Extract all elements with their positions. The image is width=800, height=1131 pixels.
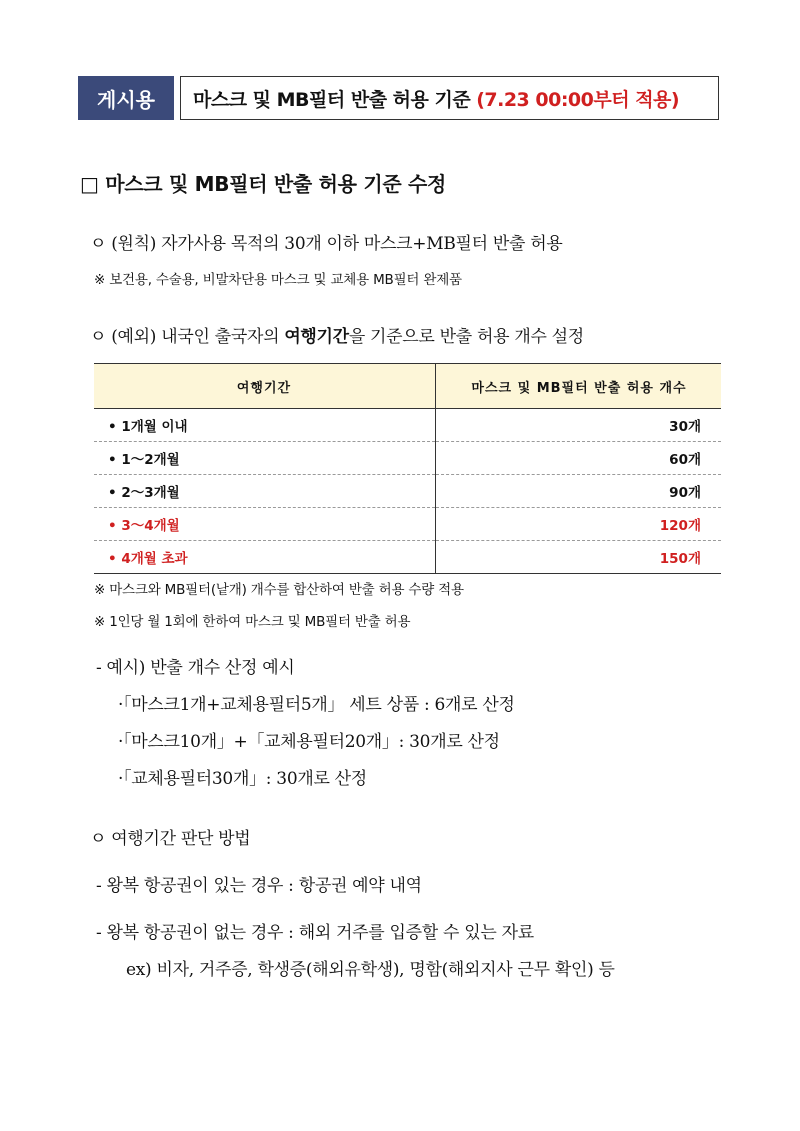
travel-method-ex: ex) 비자, 거주증, 학생증(해외유학생), 명함(해외지사 근무 확인) 등 [126, 960, 615, 980]
travel-method-item: - 왕복 항공권이 있는 경우 : 항공권 예약 내역 [96, 876, 422, 896]
header-allowed-count: 마스크 및 MB필터 반출 허용 개수 [436, 364, 722, 409]
example-item: ·「마스크10개」+「교체용필터20개」: 30개로 산정 [118, 732, 500, 752]
period-cell: • 1개월 이내 [94, 409, 436, 442]
count-cell: 60개 [436, 442, 722, 475]
period-cell: • 1～2개월 [94, 442, 436, 475]
exception-bold-term: 여행기간 [284, 327, 349, 347]
header-travel-period: 여행기간 [94, 364, 436, 409]
exception-prefix: ㅇ (예외) 내국인 출국자의 [90, 327, 285, 347]
travel-method-item: - 왕복 항공권이 없는 경우 : 해외 거주를 입증할 수 있는 자료 [96, 923, 534, 943]
examples-heading: - 예시) 반출 개수 산정 예시 [96, 658, 295, 678]
period-cell: • 2～3개월 [94, 475, 436, 508]
exception-suffix: 을 기준으로 반출 허용 개수 설정 [348, 327, 584, 347]
period-cell: • 4개월 초과 [94, 541, 436, 574]
exception-line [90, 322, 584, 347]
notice-badge: 게시용 [78, 76, 174, 120]
example-item: ·「교체용필터30개」: 30개로 산정 [118, 769, 367, 789]
title-text: 마스크 및 MB필터 반출 허용 기준 [193, 88, 471, 111]
example-item: ·「마스크1개+교체용필터5개」 세트 상품 : 6개로 산정 [118, 695, 515, 715]
period-cell: • 3～4개월 [94, 508, 436, 541]
title-effective-date: (7.23 00:00부터 적용) [476, 88, 680, 111]
count-cell: 30개 [436, 409, 722, 442]
document-title [180, 76, 719, 120]
principle-line: ㅇ (원칙) 자가사용 목적의 30개 이하 마스크+MB필터 반출 허용 [90, 234, 563, 254]
note-sum: ※ 마스크와 MB필터(낱개) 개수를 합산하여 반출 허용 수량 적용 [94, 582, 464, 598]
section-heading: □ 마스크 및 MB필터 반출 허용 기준 수정 [80, 172, 447, 196]
table-row [94, 442, 721, 475]
table-row [94, 508, 721, 541]
count-cell: 150개 [436, 541, 722, 574]
count-cell: 120개 [436, 508, 722, 541]
principle-note: ※ 보건용, 수술용, 비말차단용 마스크 및 교체용 MB필터 완제품 [94, 272, 462, 288]
note-monthly: ※ 1인당 월 1회에 한하여 마스크 및 MB필터 반출 허용 [94, 614, 411, 630]
table-row [94, 541, 721, 574]
table-row [94, 475, 721, 508]
table-row [94, 409, 721, 442]
allowance-table [94, 363, 721, 574]
travel-method-heading: ㅇ 여행기간 판단 방법 [90, 829, 251, 849]
table-header-row [94, 364, 721, 409]
count-cell: 90개 [436, 475, 722, 508]
